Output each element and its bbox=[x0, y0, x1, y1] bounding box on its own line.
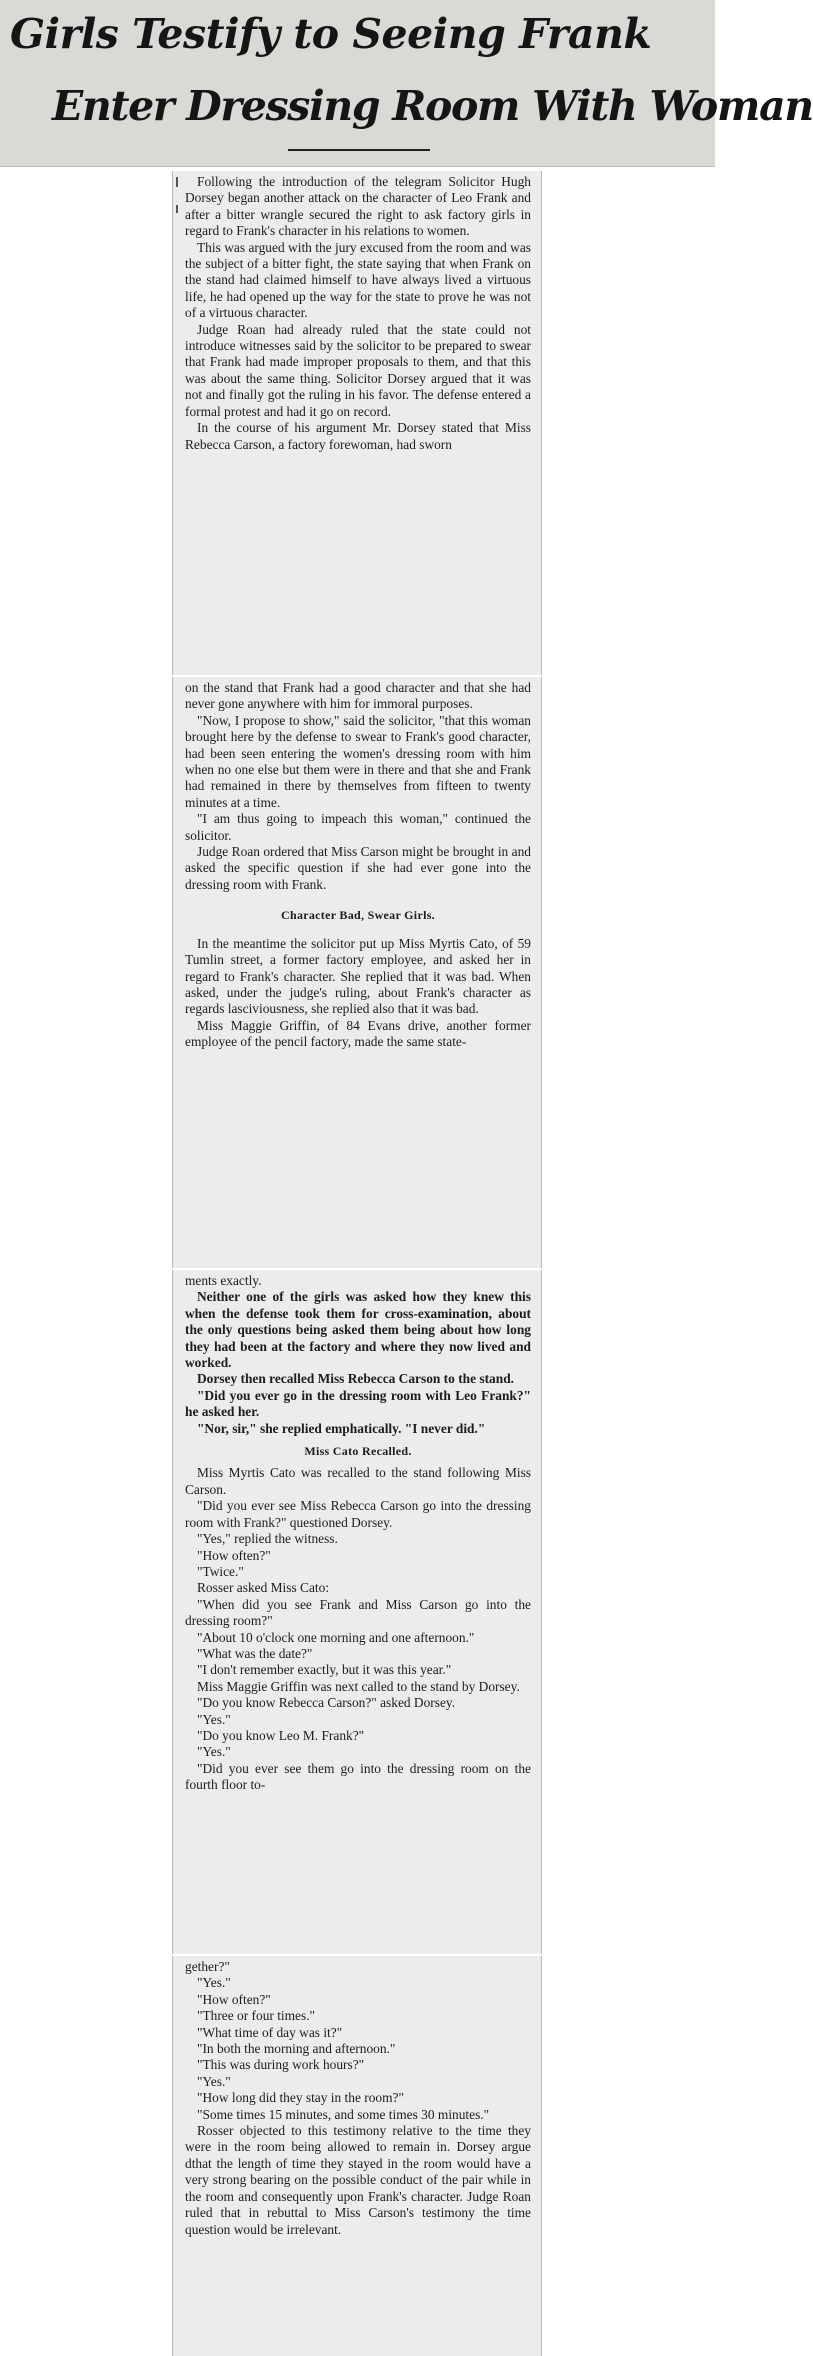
article-paragraph: Miss Maggie Griffin, of 84 Evans drive, another former employee of the pencil factory, made the same state- bbox=[185, 1017, 531, 1050]
article-paragraph: Miss Maggie Griffin was next called to the stand by Dorsey. bbox=[197, 1678, 520, 1694]
article-paragraph: Dorsey then recalled Miss Rebecca Carson to the stand. bbox=[197, 1371, 514, 1387]
article-paragraph: In the course of his argument Mr. Dorsey stated that Miss Rebecca Carson, a factory forewoman, had sworn bbox=[185, 420, 531, 452]
article-paragraph: Following the introduction of the telegram Solicitor Hugh Dorsey began another attack on the character of Leo Frank and after a bitter wrangle secured the right to ask factory girls in regard to Frank's character in his relations to women. bbox=[185, 174, 531, 239]
article-paragraph: "Yes." bbox=[197, 1975, 231, 1991]
article-paragraph: This was argued with the jury excused from the room and was the subject of a bitter fight, the state saying that when Frank on the stand had claimed himself to have always lived a virtuous life, he had opened up the way for the state to prove he was not of a virtuous character. bbox=[185, 239, 531, 321]
margin-mark bbox=[176, 177, 178, 187]
article-paragraph: "Yes." bbox=[197, 2073, 231, 2089]
article-subheading: Character Bad, Swear Girls. bbox=[281, 908, 435, 923]
article-paragraph: "Do you know Leo M. Frank?" bbox=[197, 1727, 365, 1743]
article-paragraph: "Did you ever see them go into the dressing room on the fourth floor to- bbox=[185, 1760, 531, 1793]
article-paragraph: Judge Roan had already ruled that the state could not introduce witnesses said by the solicitor to be prepared to swear that Frank had made improper proposals to them, and that this was about the same thing. Solicitor Dorsey argued that it was not and finally got the ruling in his favor. The defense entered a formal protest and had it go on record. bbox=[185, 321, 531, 419]
article-paragraph: "This was during work hours?" bbox=[197, 2057, 365, 2073]
headline-banner bbox=[0, 0, 813, 167]
article-paragraph: "Did you ever see Miss Rebecca Carson go into the dressing room with Frank?" questioned Dorsey. bbox=[185, 1498, 531, 1530]
article-column-strip-4 bbox=[172, 1956, 542, 2356]
article-paragraph: Rosser objected to this testimony relative to the time they were in the room being allowed to remain in. Dorsey argue dthat the length of time they stayed in the room would have a very strong bearing on the possible conduct of the pair while in the room and consequently upon Frank's character. Judge Roan ruled that in rebuttal to Miss Carson's testimony the time question would be irrelevant. bbox=[185, 2123, 531, 2237]
article-subheading: Miss Cato Recalled. bbox=[304, 1444, 412, 1459]
article-paragraph: "What time of day was it?" bbox=[197, 2024, 343, 2040]
article-column-strip-2 bbox=[172, 677, 542, 1268]
headline-line-2: Enter Dressing Room With Woman bbox=[52, 82, 813, 130]
article-paragraph: on the stand that Frank had a good character and that she had never gone anywhere with him for immoral purposes. bbox=[185, 680, 531, 712]
article-paragraph: "I don't remember exactly, but it was this year." bbox=[197, 1662, 452, 1678]
article-paragraph: "In both the morning and afternoon." bbox=[197, 2041, 396, 2057]
article-paragraph: "Did you ever go in the dressing room with Leo Frank?" he asked her. bbox=[185, 1387, 531, 1420]
article-paragraph: "Yes." bbox=[197, 1711, 231, 1727]
article-paragraph: "Nor, sir," she replied emphatically. "I never did." bbox=[197, 1420, 486, 1436]
article-paragraph: "About 10 o'clock one morning and one afternoon." bbox=[197, 1629, 475, 1645]
headline-divider bbox=[288, 149, 430, 151]
article-paragraph: Judge Roan ordered that Miss Carson might be brought in and asked the specific question if she had ever gone into the dressing room with Frank. bbox=[185, 844, 531, 892]
article-paragraph: "How long did they stay in the room?" bbox=[197, 2090, 404, 2106]
article-paragraph: "Yes." bbox=[197, 1744, 231, 1760]
article-paragraph: "Do you know Rebecca Carson?" asked Dorsey. bbox=[197, 1695, 456, 1711]
article-paragraph: Rosser asked Miss Cato: bbox=[197, 1580, 330, 1596]
article-paragraph: "Twice." bbox=[197, 1563, 244, 1579]
article-paragraph: Miss Myrtis Cato was recalled to the stand following Miss Carson. bbox=[185, 1465, 531, 1497]
article-paragraph: "When did you see Frank and Miss Carson go into the dressing room?" bbox=[185, 1596, 531, 1629]
article-paragraph: In the meantime the solicitor put up Miss Myrtis Cato, of 59 Tumlin street, a former factory employee, and asked her in regard to Frank's character. She replied that it was bad. When asked, under the judge's ruling, about Frank's character as regards lasciviousness, she replied also that it was bad. bbox=[185, 935, 531, 1017]
headline-line-1: Girls Testify to Seeing Frank bbox=[10, 10, 652, 58]
article-column-strip-3 bbox=[172, 1270, 542, 1954]
margin-mark bbox=[176, 205, 178, 213]
article-column-strip-1 bbox=[172, 171, 542, 675]
article-paragraph: "What was the date?" bbox=[197, 1645, 313, 1661]
article-paragraph: "How often?" bbox=[197, 1547, 271, 1563]
article-paragraph: "How often?" bbox=[197, 1991, 271, 2007]
article-paragraph: "Yes," replied the witness. bbox=[197, 1531, 338, 1547]
article-paragraph: gether?" bbox=[185, 1959, 230, 1974]
article-paragraph: "I am thus going to impeach this woman," continued the solicitor. bbox=[185, 811, 531, 843]
article-paragraph: Neither one of the girls was asked how they knew this when the defense took them for cross-examination, about the only questions being asked them being about how long they had been at the factory and where they now lived and worked. bbox=[185, 1289, 531, 1371]
article-paragraph: ments exactly. bbox=[185, 1273, 262, 1288]
article-paragraph: "Three or four times." bbox=[197, 2008, 316, 2024]
article-paragraph: "Now, I propose to show," said the solicitor, "that this woman brought here by the defense to swear to Frank's good character, had been seen entering the women's dressing room with him when no one else but them were in there and that she and Frank had remained in there by themselves from fifteen to twenty minutes at a time. bbox=[185, 712, 531, 810]
article-paragraph: "Some times 15 minutes, and some times 30 minutes." bbox=[197, 2106, 490, 2122]
